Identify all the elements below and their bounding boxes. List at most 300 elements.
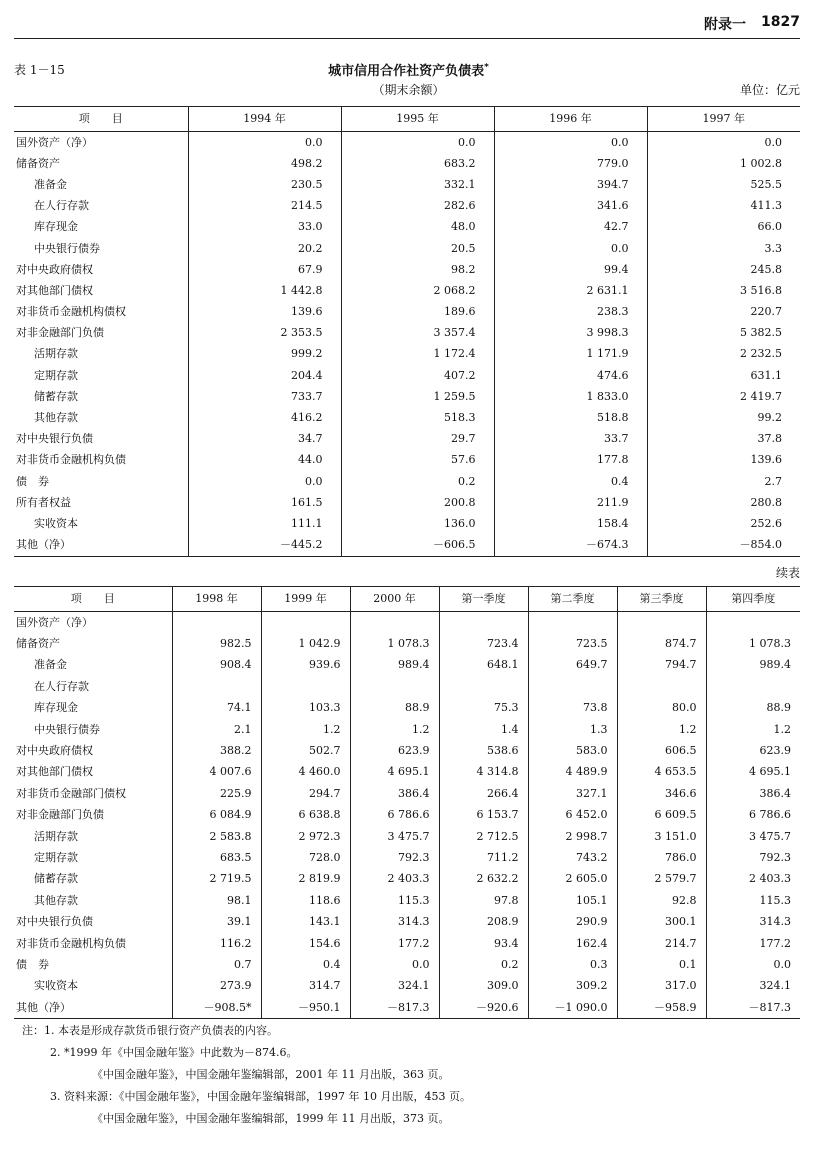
value-cell: 139.6 [647, 450, 800, 471]
value-cell: 6 153.7 [439, 805, 528, 826]
value-cell: 0.0 [350, 954, 439, 975]
value-cell: 73.8 [528, 698, 617, 719]
table-row [14, 633, 800, 654]
table-row [14, 196, 800, 217]
table-row [14, 365, 800, 386]
value-cell: 48.0 [341, 217, 494, 238]
table-row [14, 407, 800, 428]
running-head: 附录一 [704, 17, 746, 33]
value-cell: 0.0 [494, 238, 647, 259]
value-cell: 88.9 [350, 698, 439, 719]
value-cell: 411.3 [647, 196, 800, 217]
value-cell: 34.7 [188, 429, 341, 450]
row-label: 在人行存款 [34, 199, 89, 213]
value-cell [706, 612, 800, 634]
row-label: 准备金 [34, 177, 67, 191]
row-label: 中央银行债券 [34, 722, 100, 736]
value-cell: 2 819.9 [261, 869, 350, 890]
column-header: 1995 年 [341, 107, 494, 132]
value-cell: 1.2 [261, 719, 350, 740]
table-title-text: 城市信用合作社资产负债表 [328, 64, 485, 79]
value-cell: 266.4 [439, 783, 528, 804]
row-label: 在人行存款 [34, 679, 89, 693]
value-cell: 80.0 [617, 698, 706, 719]
table-row [14, 302, 800, 323]
table-row [14, 805, 800, 826]
value-cell: 75.3 [439, 698, 528, 719]
value-cell: 67.9 [188, 259, 341, 280]
value-cell: 794.7 [617, 655, 706, 676]
table-row [14, 612, 800, 634]
value-cell: 252.6 [647, 513, 800, 534]
value-cell: 2 583.8 [172, 826, 261, 847]
value-cell: 1 833.0 [494, 386, 647, 407]
value-cell: 346.6 [617, 783, 706, 804]
value-cell: 6 786.6 [706, 805, 800, 826]
value-cell [706, 676, 800, 697]
value-cell: 37.8 [647, 429, 800, 450]
column-header: 1998 年 [172, 587, 261, 612]
table-row [14, 429, 800, 450]
value-cell: 332.1 [341, 174, 494, 195]
value-cell: 0.4 [494, 471, 647, 492]
table-subtitle: （期末余额） [372, 83, 445, 97]
value-cell: 2 419.7 [647, 386, 800, 407]
column-header: 第四季度 [706, 587, 800, 612]
row-label: 对其他部门债权 [16, 283, 93, 297]
table-row [14, 976, 800, 997]
table-row [14, 259, 800, 280]
value-cell [439, 612, 528, 634]
value-cell: 1.4 [439, 719, 528, 740]
value-cell: －1 090.0 [528, 997, 617, 1019]
value-cell: 792.3 [706, 847, 800, 868]
value-cell: 136.0 [341, 513, 494, 534]
value-cell: 2 632.2 [439, 869, 528, 890]
row-label: 对非金融部门负债 [16, 326, 104, 340]
value-cell: 327.1 [528, 783, 617, 804]
value-cell: 118.6 [261, 890, 350, 911]
value-cell: 116.2 [172, 933, 261, 954]
value-cell: 5 382.5 [647, 323, 800, 344]
unit-label: 单位：亿元 [739, 83, 800, 97]
table-header-row [14, 587, 800, 612]
row-label: 对非货币金融部门债权 [16, 786, 126, 800]
table-row [14, 471, 800, 492]
table-row [14, 132, 800, 154]
row-label: 对中央政府债权 [16, 744, 93, 758]
table-row [14, 535, 800, 557]
table-row [14, 762, 800, 783]
value-cell: 394.7 [494, 174, 647, 195]
value-cell: 518.3 [341, 407, 494, 428]
value-cell: 111.1 [188, 513, 341, 534]
table-row [14, 344, 800, 365]
column-header: 第三季度 [617, 587, 706, 612]
row-label: 国外资产（净） [16, 615, 93, 629]
value-cell: 314.7 [261, 976, 350, 997]
row-label: 活期存款 [34, 347, 78, 361]
column-header-item: 项 目 [14, 587, 172, 612]
value-cell: 2 972.3 [261, 826, 350, 847]
row-label: 库存现金 [34, 220, 78, 234]
value-cell: 908.4 [172, 655, 261, 676]
table-row [14, 847, 800, 868]
value-cell [528, 612, 617, 634]
value-cell: 6 638.8 [261, 805, 350, 826]
row-label: 储备资产 [16, 637, 60, 651]
value-cell: 2 719.5 [172, 869, 261, 890]
value-cell: 2 579.7 [617, 869, 706, 890]
value-cell: 189.6 [341, 302, 494, 323]
value-cell: －606.5 [341, 535, 494, 557]
table-row [14, 153, 800, 174]
value-cell: 743.2 [528, 847, 617, 868]
value-cell: 583.0 [528, 740, 617, 761]
value-cell: 3 475.7 [350, 826, 439, 847]
value-cell: 20.2 [188, 238, 341, 259]
value-cell: 1 078.3 [706, 633, 800, 654]
row-label: 对非货币金融机构负债 [16, 453, 126, 467]
value-cell: 723.5 [528, 633, 617, 654]
value-cell: 2 605.0 [528, 869, 617, 890]
row-label: 对中央银行负债 [16, 432, 93, 446]
value-cell: 0.0 [341, 132, 494, 154]
value-cell [350, 612, 439, 634]
value-cell: 4 489.9 [528, 762, 617, 783]
value-cell [261, 676, 350, 697]
table-row [14, 217, 800, 238]
value-cell: 1.2 [617, 719, 706, 740]
continued-label: 续表 [775, 566, 800, 580]
column-header: 1997 年 [647, 107, 800, 132]
value-cell: 97.8 [439, 890, 528, 911]
value-cell: 711.2 [439, 847, 528, 868]
row-label: 实收资本 [34, 979, 78, 993]
value-cell [172, 676, 261, 697]
value-cell: 74.1 [172, 698, 261, 719]
value-cell: －854.0 [647, 535, 800, 557]
value-cell: 341.6 [494, 196, 647, 217]
row-label: 库存现金 [34, 701, 78, 715]
value-cell: 225.9 [172, 783, 261, 804]
column-header: 1996 年 [494, 107, 647, 132]
row-label: 对非货币金融机构负债 [16, 936, 126, 950]
row-label: 对非金融部门负债 [16, 808, 104, 822]
table-row [14, 740, 800, 761]
value-cell: 525.5 [647, 174, 800, 195]
value-cell: 29.7 [341, 429, 494, 450]
value-cell: 4 653.5 [617, 762, 706, 783]
value-cell: 1 172.4 [341, 344, 494, 365]
value-cell [617, 612, 706, 634]
value-cell: 0.0 [647, 132, 800, 154]
row-label: 活期存款 [34, 829, 78, 843]
footnotes [22, 1020, 471, 1130]
value-cell [439, 676, 528, 697]
row-label: 其他（净） [16, 538, 71, 552]
value-cell: 99.2 [647, 407, 800, 428]
value-cell: 177.2 [706, 933, 800, 954]
table-row [14, 890, 800, 911]
table-row [14, 826, 800, 847]
value-cell: 792.3 [350, 847, 439, 868]
value-cell: 683.5 [172, 847, 261, 868]
value-cell: 103.3 [261, 698, 350, 719]
value-cell: 538.6 [439, 740, 528, 761]
value-cell: 2 998.7 [528, 826, 617, 847]
value-cell: 786.0 [617, 847, 706, 868]
table-row [14, 869, 800, 890]
value-cell [172, 612, 261, 634]
value-cell [617, 676, 706, 697]
value-cell: 294.7 [261, 783, 350, 804]
value-cell: 324.1 [706, 976, 800, 997]
row-label: 其他存款 [34, 893, 78, 907]
value-cell: 999.2 [188, 344, 341, 365]
value-cell: 115.3 [350, 890, 439, 911]
value-cell: 723.4 [439, 633, 528, 654]
value-cell: 211.9 [494, 492, 647, 513]
value-cell: 39.1 [172, 911, 261, 932]
value-cell: 33.7 [494, 429, 647, 450]
value-cell: －920.6 [439, 997, 528, 1019]
table-row [14, 280, 800, 301]
value-cell: 177.2 [350, 933, 439, 954]
value-cell: －908.5* [172, 997, 261, 1019]
table-row [14, 386, 800, 407]
value-cell: 3 357.4 [341, 323, 494, 344]
value-cell: 4 460.0 [261, 762, 350, 783]
value-cell [528, 676, 617, 697]
value-cell: 1 442.8 [188, 280, 341, 301]
value-cell: 874.7 [617, 633, 706, 654]
table-row [14, 323, 800, 344]
value-cell: 309.2 [528, 976, 617, 997]
value-cell: 3.3 [647, 238, 800, 259]
value-cell: 6 786.6 [350, 805, 439, 826]
value-cell: 273.9 [172, 976, 261, 997]
value-cell: 314.3 [350, 911, 439, 932]
column-header: 第二季度 [528, 587, 617, 612]
value-cell: 88.9 [706, 698, 800, 719]
value-cell: 683.2 [341, 153, 494, 174]
value-cell: 57.6 [341, 450, 494, 471]
value-cell: 158.4 [494, 513, 647, 534]
footnote-line: 2. *1999 年《中国金融年鉴》中此数为－874.6。 [50, 1046, 298, 1059]
column-header: 1994 年 [188, 107, 341, 132]
value-cell: 416.2 [188, 407, 341, 428]
value-cell: 1.2 [706, 719, 800, 740]
value-cell: 6 084.9 [172, 805, 261, 826]
value-cell: 606.5 [617, 740, 706, 761]
value-cell: 0.2 [439, 954, 528, 975]
value-cell: 4 695.1 [350, 762, 439, 783]
value-cell: 20.5 [341, 238, 494, 259]
footnote-line: 《中国金融年鉴》，中国金融年鉴编辑部，1999 年 11 月出版，373 页。 [92, 1112, 450, 1125]
value-cell: 230.5 [188, 174, 341, 195]
value-cell: 4 695.1 [706, 762, 800, 783]
value-cell: 1 002.8 [647, 153, 800, 174]
value-cell: 6 452.0 [528, 805, 617, 826]
value-cell: 204.4 [188, 365, 341, 386]
row-label: 储蓄存款 [34, 389, 78, 403]
value-cell: 2 403.3 [350, 869, 439, 890]
value-cell: 300.1 [617, 911, 706, 932]
value-cell: 282.6 [341, 196, 494, 217]
value-cell: 200.8 [341, 492, 494, 513]
value-cell: 2.1 [172, 719, 261, 740]
value-cell: 3 516.8 [647, 280, 800, 301]
row-label: 对中央政府债权 [16, 262, 93, 276]
value-cell: 93.4 [439, 933, 528, 954]
value-cell: 290.9 [528, 911, 617, 932]
page-number: 1827 [761, 14, 800, 30]
value-cell: 177.8 [494, 450, 647, 471]
value-cell: 115.3 [706, 890, 800, 911]
balance-sheet-table-1998-2000 [14, 586, 800, 1019]
table-header-row [14, 107, 800, 132]
value-cell: 1 259.5 [341, 386, 494, 407]
value-cell: 309.0 [439, 976, 528, 997]
value-cell: 0.1 [617, 954, 706, 975]
value-cell: 66.0 [647, 217, 800, 238]
value-cell: 42.7 [494, 217, 647, 238]
table-row [14, 933, 800, 954]
value-cell: 98.2 [341, 259, 494, 280]
table-title [0, 60, 817, 79]
table-row [14, 676, 800, 697]
value-cell: 498.2 [188, 153, 341, 174]
footnote-line: 注：1. 本表是形成存款货币银行资产负债表的内容。 [22, 1024, 278, 1037]
value-cell: 154.6 [261, 933, 350, 954]
footnote-line: 《中国金融年鉴》，中国金融年鉴编辑部，2001 年 11 月出版，363 页。 [92, 1068, 450, 1081]
footnote-line: 3. 资料来源：《中国金融年鉴》，中国金融年鉴编辑部，1997 年 10 月出版，453 页。 [50, 1090, 471, 1103]
value-cell: 4 007.6 [172, 762, 261, 783]
page-header [14, 8, 800, 39]
row-label: 对其他部门债权 [16, 765, 93, 779]
value-cell: 2 068.2 [341, 280, 494, 301]
balance-sheet-table-1994-1997 [14, 106, 800, 557]
value-cell: －958.9 [617, 997, 706, 1019]
value-cell: 649.7 [528, 655, 617, 676]
value-cell [350, 676, 439, 697]
table-row [14, 997, 800, 1019]
row-label: 储蓄存款 [34, 872, 78, 886]
value-cell: 1.3 [528, 719, 617, 740]
value-cell: 2.7 [647, 471, 800, 492]
table-row [14, 450, 800, 471]
value-cell: 2 403.3 [706, 869, 800, 890]
row-label: 储备资产 [16, 156, 60, 170]
value-cell: 214.7 [617, 933, 706, 954]
value-cell: 2 631.1 [494, 280, 647, 301]
value-cell: 733.7 [188, 386, 341, 407]
value-cell: 44.0 [188, 450, 341, 471]
value-cell: 939.6 [261, 655, 350, 676]
value-cell: 2 232.5 [647, 344, 800, 365]
value-cell: 623.9 [706, 740, 800, 761]
row-label: 其他存款 [34, 411, 78, 425]
row-label: 债 券 [16, 474, 49, 488]
table-row [14, 174, 800, 195]
value-cell: 238.3 [494, 302, 647, 323]
row-label: 国外资产（净） [16, 135, 93, 149]
table-row [14, 719, 800, 740]
value-cell: 474.6 [494, 365, 647, 386]
value-cell: －817.3 [706, 997, 800, 1019]
value-cell: －817.3 [350, 997, 439, 1019]
table-row [14, 238, 800, 259]
value-cell: 0.7 [172, 954, 261, 975]
value-cell: 518.8 [494, 407, 647, 428]
table-row [14, 655, 800, 676]
value-cell: 989.4 [350, 655, 439, 676]
value-cell: 214.5 [188, 196, 341, 217]
value-cell: 0.0 [188, 471, 341, 492]
value-cell: 99.4 [494, 259, 647, 280]
value-cell: 989.4 [706, 655, 800, 676]
value-cell: 648.1 [439, 655, 528, 676]
value-cell: 0.4 [261, 954, 350, 975]
value-cell: 220.7 [647, 302, 800, 323]
value-cell: 386.4 [706, 783, 800, 804]
table-number: 表 1－15 [14, 63, 65, 77]
row-label: 定期存款 [34, 368, 78, 382]
value-cell: 1 171.9 [494, 344, 647, 365]
value-cell: 2 712.5 [439, 826, 528, 847]
column-header-item: 项 目 [14, 107, 188, 132]
value-cell: 728.0 [261, 847, 350, 868]
value-cell: 33.0 [188, 217, 341, 238]
row-label: 定期存款 [34, 850, 78, 864]
row-label: 对中央银行负债 [16, 915, 93, 929]
value-cell: 0.0 [706, 954, 800, 975]
value-cell: 105.1 [528, 890, 617, 911]
value-cell: 1.2 [350, 719, 439, 740]
value-cell: 3 151.0 [617, 826, 706, 847]
value-cell: －674.3 [494, 535, 647, 557]
value-cell [261, 612, 350, 634]
value-cell: 139.6 [188, 302, 341, 323]
row-label: 准备金 [34, 658, 67, 672]
column-header: 2000 年 [350, 587, 439, 612]
value-cell: 2 353.5 [188, 323, 341, 344]
value-cell: 623.9 [350, 740, 439, 761]
value-cell: 3 998.3 [494, 323, 647, 344]
value-cell: 6 609.5 [617, 805, 706, 826]
value-cell: 3 475.7 [706, 826, 800, 847]
value-cell: 4 314.8 [439, 762, 528, 783]
value-cell: 314.3 [706, 911, 800, 932]
value-cell: 162.4 [528, 933, 617, 954]
value-cell: 143.1 [261, 911, 350, 932]
value-cell: 1 042.9 [261, 633, 350, 654]
table-row [14, 954, 800, 975]
row-label: 中央银行债券 [34, 241, 100, 255]
value-cell: 388.2 [172, 740, 261, 761]
value-cell: 386.4 [350, 783, 439, 804]
row-label: 债 券 [16, 957, 49, 971]
value-cell: 92.8 [617, 890, 706, 911]
table-row [14, 783, 800, 804]
row-label: 所有者权益 [16, 495, 71, 509]
value-cell: 280.8 [647, 492, 800, 513]
table-row [14, 513, 800, 534]
value-cell: 982.5 [172, 633, 261, 654]
value-cell: 0.2 [341, 471, 494, 492]
value-cell: 0.3 [528, 954, 617, 975]
